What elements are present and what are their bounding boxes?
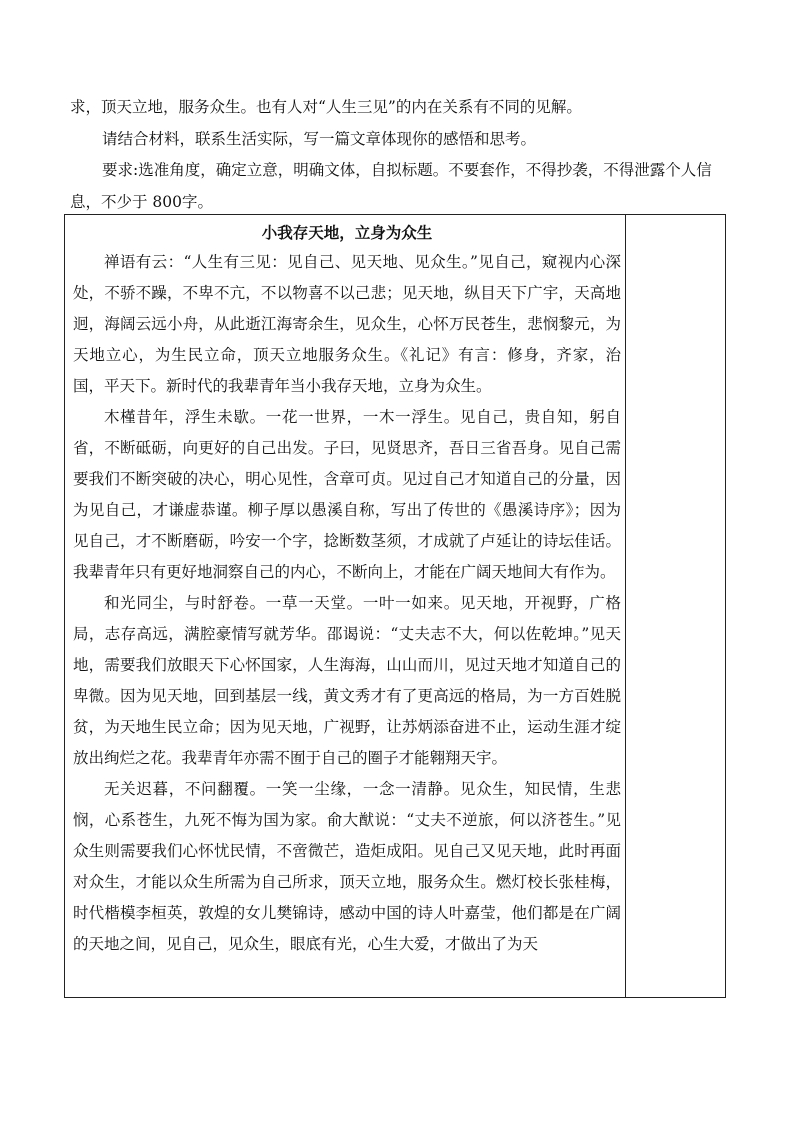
- intro-line-2: 请结合材料，联系生活实际，写一篇文章体现你的感悟和思考。: [102, 129, 537, 148]
- intro-line-1: 求，顶天立地，服务众生。也有人对“人生三见”的内在关系有不同的见解。: [70, 98, 582, 116]
- prompt-intro: [70, 92, 730, 218]
- intro-requirements: 要求:选准角度，确定立意，明确文体，自拟标题。不要套作，不得抄袭，不得泄露个人信息，不少于 800字。: [70, 161, 712, 211]
- essay-paragraph: 无关迟暮，不问翻覆。一笑一尘缘，一念一清静。见众生，知民情，生悲悯，心系苍生，九死不悔为国为家。俞大猷说：“丈夫不逆旅，何以济苍生。”见众生则需要我们心怀忧民情，不啻微芒，造炬成阳。见自己又见天地，此时再面对众生，才能以众生所需为自己所求，顶天立地，服务众生。燃灯校长张桂梅，时代楷模李桓英，敦煌的女儿樊锦诗，感动中国的诗人叶嘉莹，他们都是在广阔的天地之间，见自己，见众生，眼底有光，心生大爱，才做出了为天: [73, 780, 621, 953]
- essay-paragraph: 和光同尘，与时舒卷。一草一天堂。一叶一如来。见天地，开视野，广格局，志存高远，满腔豪情写就芳华。邵谒说：“丈夫志不大，何以佐乾坤。”见天地，需要我们放眼天下心怀国家，人生海海，山山而川，见过天地才知道自己的卑微。因为见天地，回到基层一线，黄文秀才有了更高远的格局，为一方百姓脱贫，为天地生民立命；因为见天地，广视野，让苏炳添奋进不止，运动生涯才绽放出绚烂之花。我辈青年亦需不囿于自己的圈子才能翱翔天宇。: [73, 594, 621, 767]
- essay-paragraph: 禅语有云：“人生有三见：见自己、见天地、见众生。”见自己，窥视内心深处，不骄不躁，不卑不亢，不以物喜不以己悲；见天地，纵目天下广宇，天高地迥，海阔云远小舟，从此逝江海寄余生，见众生，心怀万民苍生，悲悯黎元，为天地立心，为生民立命，顶天立地服务众生。《礼记》有言：修身，齐家，治国，平天下。新时代的我辈青年当小我存天地，立身为众生。: [73, 253, 621, 395]
- comment-cell: [626, 215, 725, 997]
- essay-paragraph: 木槿昔年，浮生未歇。一花一世界，一木一浮生。见自己，贵自知，躬自省，不断砥砺，向更好的自己出发。子曰，见贤思齐，吾日三省吾身。见自己需要我们不断突破的决心，明心见性，含章可贞。见过自己才知道自己的分量，因为见自己，才谦虚恭谨。柳子厚以愚溪自称，写出了传世的《愚溪诗序》；因为见自己，才不断磨砺，吟安一个字，捻断数茎须，才成就了卢延让的诗坛佳话。我辈青年只有更好地洞察自己的内心，不断向上，才能在广阔天地间大有作为。: [73, 408, 621, 581]
- essay-cell: [73, 219, 621, 960]
- essay-title: 小我存天地，立身为众生: [261, 224, 433, 242]
- essay-table: [64, 214, 726, 998]
